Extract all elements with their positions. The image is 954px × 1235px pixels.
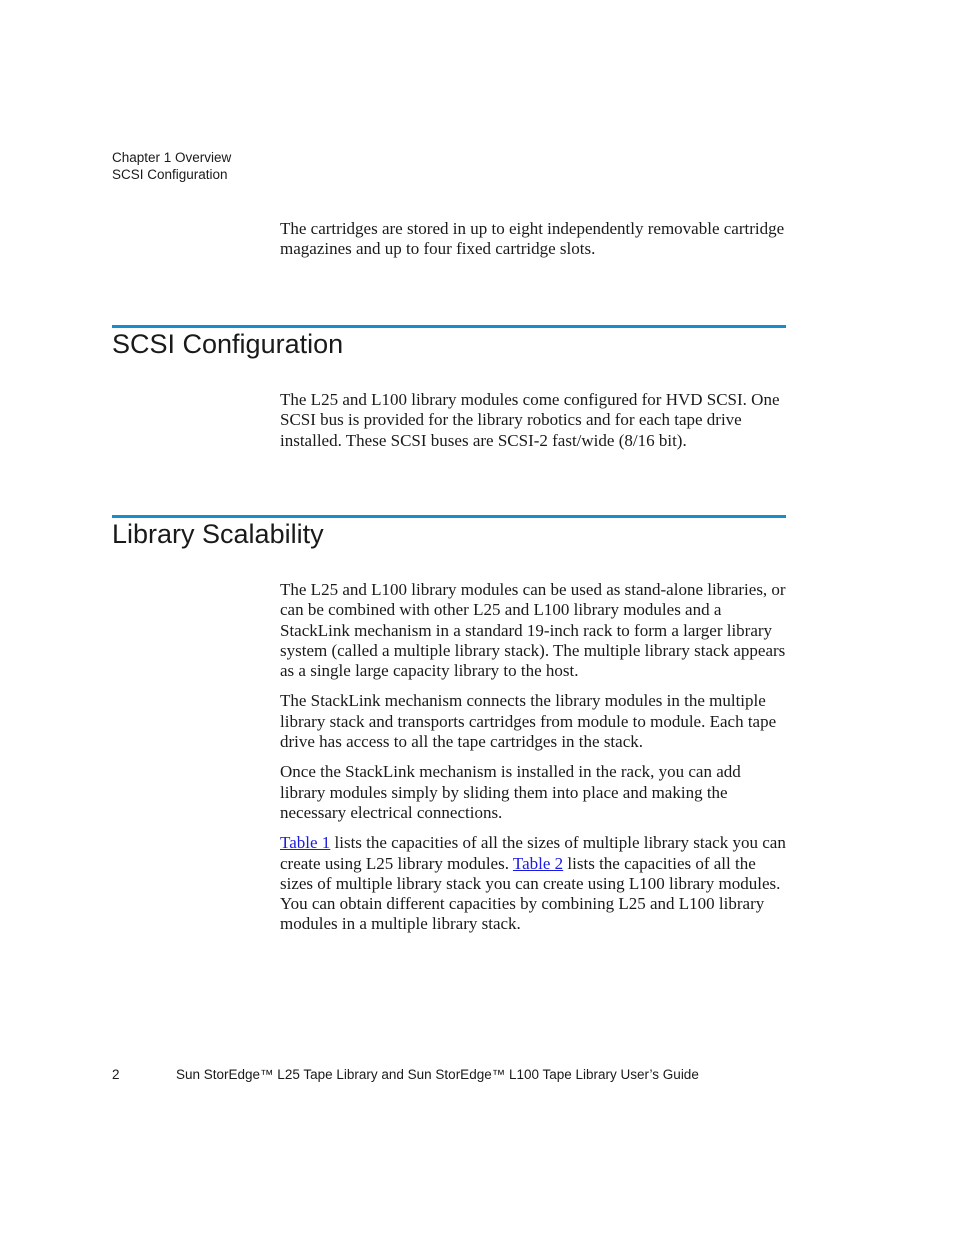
paragraph: Once the StackLink mechanism is installed in the rack, you can add library modules simply by sliding them into place and making the necessary electrical connections. — [280, 762, 741, 822]
intro-paragraph: The cartridges are stored in up to eight independently removable cartridge magazines and up to four fixed cartridge slots. — [280, 219, 785, 259]
footer-book-title: Sun StorEdge™ L25 Tape Library and Sun StorEdge™ L100 Tape Library User’s Guide — [176, 1067, 699, 1082]
running-header-section: SCSI Configuration — [112, 167, 228, 182]
section-body-scsi — [280, 390, 786, 451]
running-header-chapter: Chapter 1 Overview — [112, 150, 232, 165]
intro-text — [280, 219, 786, 260]
table-2-link[interactable]: Table 2 — [512, 853, 564, 873]
section-title-scsi-configuration: SCSI Configuration — [112, 329, 344, 359]
page-number: 2 — [112, 1067, 120, 1082]
paragraph-text: lists the capacities of all the sizes of multiple library stack you can create using L100 library modules. You can obtain different capacities by combining L25 and L100 library modules in a multiple library stack. — [280, 853, 781, 934]
running-header — [112, 149, 231, 183]
paragraph: The StackLink mechanism connects the library modules in the multiple library stack and transports cartridges from module to module. Each tape drive has access to all the tape cartridges in the stack. — [280, 691, 777, 752]
paragraph: The L25 and L100 library modules can be used as stand-alone libraries, or can be combined with other L25 and L100 library modules and a StackLink mechanism in a standard 19-inch rack to form a larger library system (called a multiple library stack). The multiple library stack appears as a single large capacity library to the host. — [280, 580, 786, 681]
paragraph-text: lists the capacities of all the sizes of multiple library stack you can create using L25 library modules. — [280, 833, 786, 873]
paragraph-with-table-links — [280, 833, 786, 934]
section-body-scalability — [280, 580, 786, 935]
paragraph: The L25 and L100 library modules come configured for HVD SCSI. One SCSI bus is provided for the library robotics and for each tape drive installed. These SCSI buses are SCSI-2 fast/wide (8/16 bit). — [280, 390, 780, 450]
table-1-link[interactable]: Table 1 — [280, 833, 331, 853]
section-title-library-scalability: Library Scalability — [112, 519, 324, 549]
